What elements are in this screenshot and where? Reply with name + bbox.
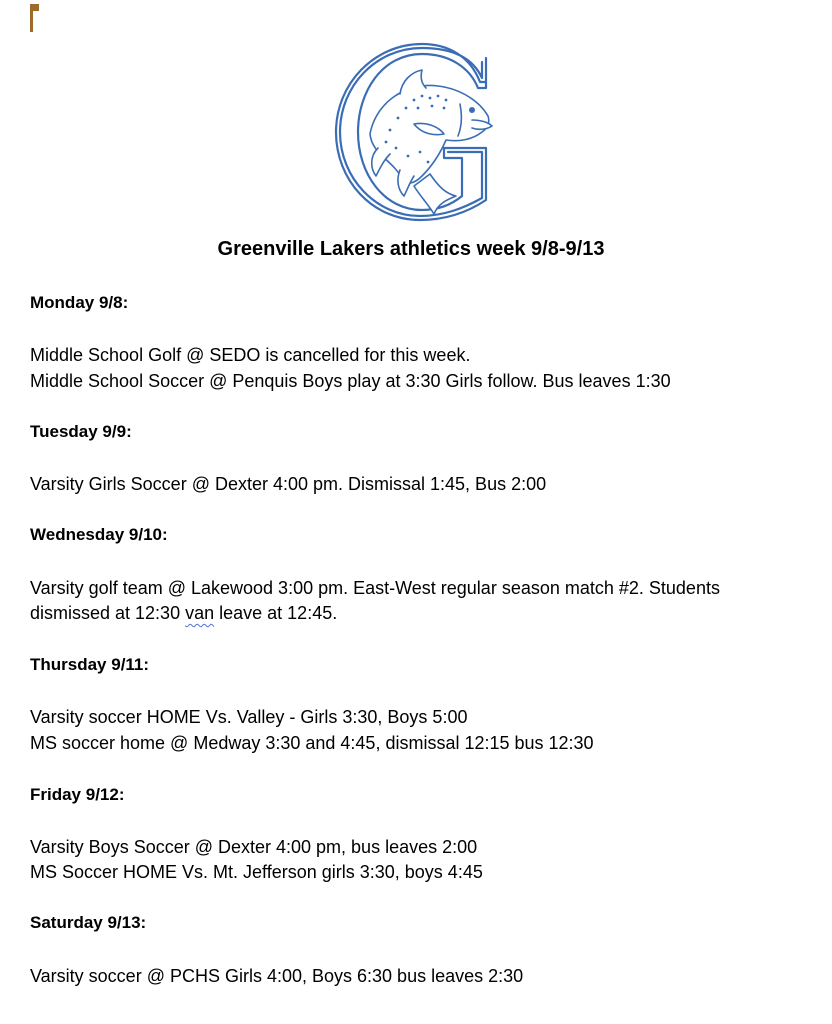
spellcheck-flagged-word[interactable]: van <box>185 603 215 623</box>
event-line: Varsity soccer @ PCHS Girls 4:00, Boys 6:30 bus leaves 2:30 <box>30 966 524 986</box>
day-heading-saturday: Saturday 9/13: <box>30 913 147 932</box>
event-line: Varsity Girls Soccer @ Dexter 4:00 pm. Dismissal 1:45, Bus 2:00 <box>30 474 547 494</box>
event-text: dismissed at 12:30 <box>30 603 186 623</box>
event-line: Middle School Golf @ SEDO is cancelled for this week. <box>30 345 471 365</box>
event-line-wrapped <box>30 600 337 626</box>
event-line: Middle School Soccer @ Penquis Boys play at 3:30 Girls follow. Bus leaves 1:30 <box>30 371 671 391</box>
text-cursor-icon <box>30 4 41 32</box>
day-heading-friday: Friday 9/12: <box>30 785 125 804</box>
day-heading-thursday: Thursday 9/11: <box>30 655 150 674</box>
day-heading-monday: Monday 9/8: <box>30 293 129 312</box>
event-line: Varsity golf team @ Lakewood 3:00 pm. East-West regular season match #2. Students <box>30 578 720 598</box>
event-line: Varsity Boys Soccer @ Dexter 4:00 pm, bus leaves 2:00 <box>30 837 478 857</box>
greenville-g-fish-logo <box>322 36 498 226</box>
event-line: MS Soccer HOME Vs. Mt. Jefferson girls 3:30, boys 4:45 <box>30 862 483 882</box>
day-heading-wednesday: Wednesday 9/10: <box>30 525 168 544</box>
event-line: MS soccer home @ Medway 3:30 and 4:45, dismissal 12:15 bus 12:30 <box>30 733 594 753</box>
page-title: Greenville Lakers athletics week 9/8-9/13 <box>217 238 605 260</box>
event-text: leave at 12:45. <box>214 603 338 623</box>
day-heading-tuesday: Tuesday 9/9: <box>30 422 132 441</box>
event-line: Varsity soccer HOME Vs. Valley - Girls 3:30, Boys 5:00 <box>30 707 468 727</box>
